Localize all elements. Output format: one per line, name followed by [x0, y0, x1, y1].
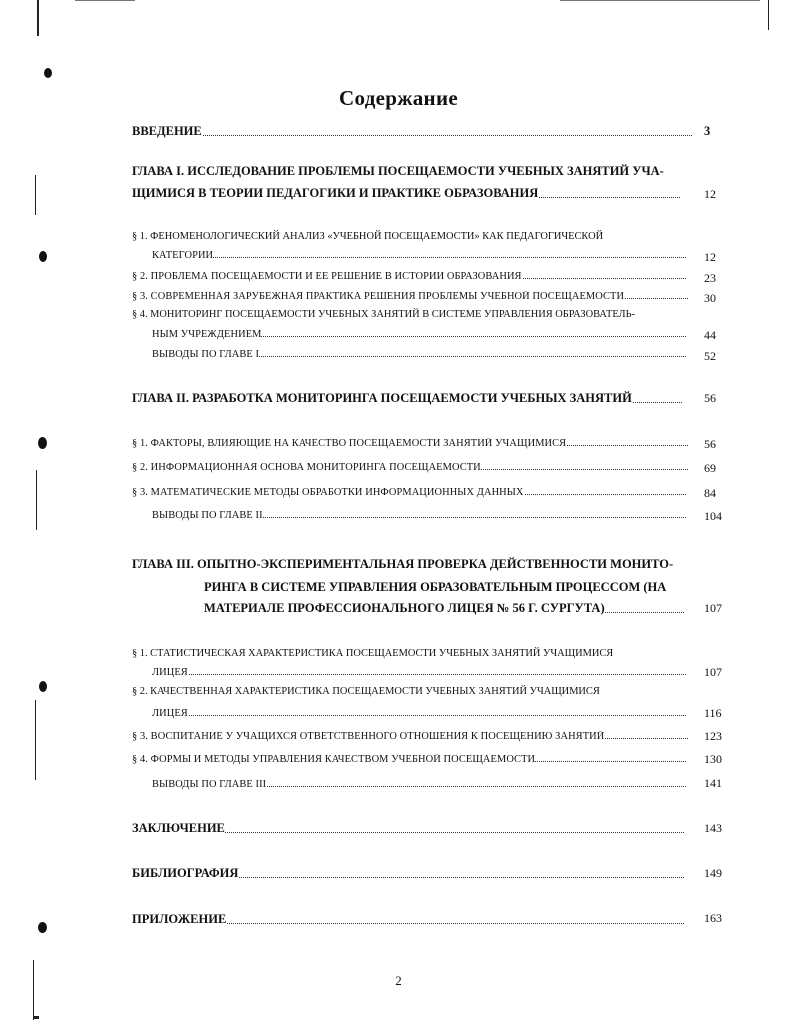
toc-page-number: 116	[704, 706, 722, 720]
toc-chapter-2-title: ГЛАВА II. РАЗРАБОТКА МОНИТОРИНГА ПОСЕЩАЕМОСТИ УЧЕБНЫХ ЗАНЯТИЙ	[132, 391, 682, 406]
toc-page-number: 12	[704, 250, 716, 264]
toc-section-1-3: § 3. СОВРЕМЕННАЯ ЗАРУБЕЖНАЯ ПРАКТИКА РЕШЕНИЯ ПРОБЛЕМЫ УЧЕБНОЙ ПОСЕЩАЕМОСТИ	[132, 291, 688, 302]
toc-section-3-2: § 2. КАЧЕСТВЕННАЯ ХАРАКТЕРИСТИКА ПОСЕЩАЕМОСТИ УЧЕБНЫХ ЗАНЯТИЙ УЧАЩИМИСЯ	[132, 686, 600, 697]
toc-entry-conclusion: ЗАКЛЮЧЕНИЕ	[132, 821, 684, 836]
toc-section-3-1-cont: ЛИЦЕЯ	[152, 667, 686, 678]
toc-section-3-4: § 4. ФОРМЫ И МЕТОДЫ УПРАВЛЕНИЯ КАЧЕСТВОМ УЧЕБНОЙ ПОСЕЩАЕМОСТИ	[132, 754, 686, 765]
toc-section-2-1: § 1. ФАКТОРЫ, ВЛИЯЮЩИЕ НА КАЧЕСТВО ПОСЕЩАЕМОСТИ ЗАНЯТИЙ УЧАЩИМИСЯ	[132, 438, 688, 449]
toc-conclusions-chapter-2: ВЫВОДЫ ПО ГЛАВЕ II	[152, 510, 686, 521]
punch-hole-mark	[38, 437, 47, 449]
toc-chapter-3-title-cont: МАТЕРИАЛЕ ПРОФЕССИОНАЛЬНОГО ЛИЦЕЯ № 56 Г. СУРГУТА)	[204, 601, 684, 616]
toc-chapter-3-title: ГЛАВА III. ОПЫТНО-ЭКСПЕРИМЕНТАЛЬНАЯ ПРОВЕРКА ДЕЙСТВЕННОСТИ МОНИТО-	[132, 557, 674, 571]
toc-chapter-1-title-cont: ЩИМИСЯ В ТЕОРИИ ПЕДАГОГИКИ И ПРАКТИКЕ ОБРАЗОВАНИЯ	[132, 186, 680, 201]
toc-page-number: 56	[704, 391, 716, 405]
toc-page-number: 107	[704, 601, 722, 615]
toc-section-1-1: § 1. ФЕНОМЕНОЛОГИЧЕСКИЙ АНАЛИЗ «УЧЕБНОЙ ПОСЕЩАЕМОСТИ» КАК ПЕДАГОГИЧЕСКОЙ	[132, 231, 604, 242]
toc-page-number: 130	[704, 752, 722, 766]
toc-page-number: 44	[704, 328, 716, 342]
scan-margin-line	[35, 700, 36, 780]
toc-section-1-4-cont: НЫМ УЧРЕЖДЕНИЕМ	[152, 329, 686, 340]
toc-page-number: 107	[704, 665, 722, 679]
toc-chapter-1-title: ГЛАВА I. ИССЛЕДОВАНИЕ ПРОБЛЕМЫ ПОСЕЩАЕМОСТИ УЧЕБНЫХ ЗАНЯТИЙ УЧА-	[132, 164, 664, 178]
punch-hole-mark	[39, 251, 47, 262]
toc-page-number: 84	[704, 486, 716, 500]
page-number: 2	[395, 973, 402, 988]
toc-section-1-1-cont: КАТЕГОРИИ	[152, 250, 686, 261]
toc-page-number: 141	[704, 776, 722, 790]
toc-page-number: 163	[704, 911, 722, 925]
scan-margin-line	[33, 960, 34, 1020]
toc-page-number: 104	[704, 509, 722, 523]
toc-page-number: 143	[704, 821, 722, 835]
scan-edge-line	[75, 0, 135, 1]
scan-margin-line	[37, 0, 39, 36]
toc-page-number: 3	[704, 124, 711, 138]
toc-entry-introduction: ВВЕДЕНИЕ	[132, 124, 692, 139]
punch-hole-mark	[44, 68, 52, 78]
toc-page-number: 123	[704, 729, 722, 743]
toc-entry-bibliography: БИБЛИОГРАФИЯ	[132, 866, 684, 881]
toc-page-number: 149	[704, 866, 722, 880]
toc-section-3-2-cont: ЛИЦЕЯ	[152, 708, 686, 719]
toc-conclusions-chapter-1: ВЫВОДЫ ПО ГЛАВЕ I	[152, 349, 686, 360]
page-title: Содержание	[339, 86, 458, 110]
toc-section-3-1: § 1. СТАТИСТИЧЕСКАЯ ХАРАКТЕРИСТИКА ПОСЕЩАЕМОСТИ УЧЕБНЫХ ЗАНЯТИЙ УЧАЩИМИСЯ	[132, 648, 614, 659]
toc-page-number: 30	[704, 291, 716, 305]
toc-entry-appendix: ПРИЛОЖЕНИЕ	[132, 912, 684, 927]
toc-conclusions-chapter-3: ВЫВОДЫ ПО ГЛАВЕ III	[152, 779, 686, 790]
toc-section-2-3: § 3. МАТЕМАТИЧЕСКИЕ МЕТОДЫ ОБРАБОТКИ ИНФОРМАЦИОННЫХ ДАННЫХ	[132, 487, 686, 498]
toc-page-number: 12	[704, 187, 716, 201]
toc-section-2-2: § 2. ИНФОРМАЦИОННАЯ ОСНОВА МОНИТОРИНГА ПОСЕЩАЕМОСТИ	[132, 462, 688, 473]
scan-mark	[33, 1016, 39, 1019]
toc-page-number: 69	[704, 461, 716, 475]
scan-margin-line	[36, 470, 37, 530]
punch-hole-mark	[38, 922, 47, 933]
toc-section-1-2: § 2. ПРОБЛЕМА ПОСЕЩАЕМОСТИ И ЕЕ РЕШЕНИЕ В ИСТОРИИ ОБРАЗОВАНИЯ	[132, 271, 686, 282]
scan-margin-line	[768, 0, 769, 30]
toc-page-number: 56	[704, 437, 716, 451]
toc-section-3-3: § 3. ВОСПИТАНИЕ У УЧАЩИХСЯ ОТВЕТСТВЕННОГО ОТНОШЕНИЯ К ПОСЕЩЕНИЮ ЗАНЯТИЙ	[132, 731, 688, 742]
scan-edge-line	[560, 0, 760, 1]
toc-chapter-3-title-cont: РИНГА В СИСТЕМЕ УПРАВЛЕНИЯ ОБРАЗОВАТЕЛЬНЫМ ПРОЦЕССОМ (НА	[204, 580, 667, 594]
toc-page-number: 52	[704, 349, 716, 363]
toc-page-number: 23	[704, 271, 716, 285]
scan-margin-line	[35, 175, 36, 215]
toc-section-1-4: § 4. МОНИТОРИНГ ПОСЕЩАЕМОСТИ УЧЕБНЫХ ЗАНЯТИЙ В СИСТЕМЕ УПРАВЛЕНИЯ ОБРАЗОВАТЕЛЬ-	[132, 309, 636, 320]
punch-hole-mark	[39, 681, 47, 692]
